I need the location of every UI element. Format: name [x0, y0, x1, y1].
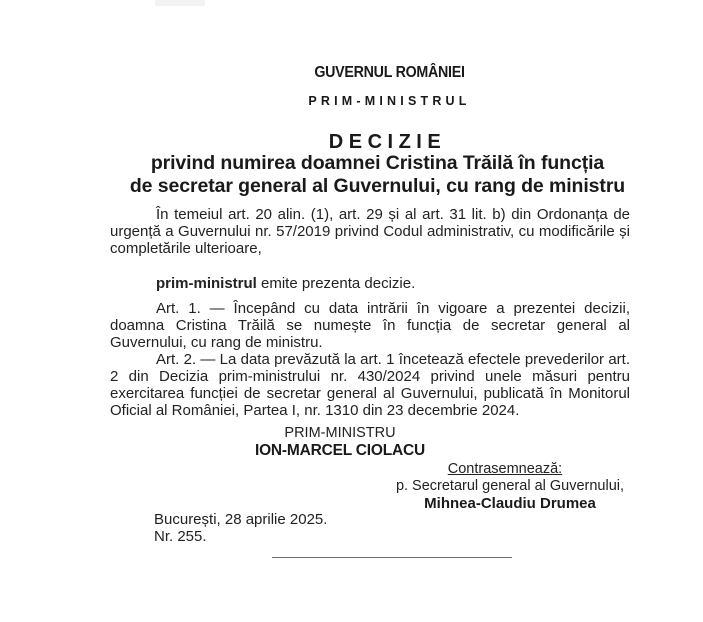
document-number: Nr. 255.: [154, 528, 207, 545]
legal-basis-text: În temeiul art. 20 alin. (1), art. 29 și al art. 31 lit. b) din Ordonanța de urgență a Guvernului nr. 57/2019 privind Codul administrativ, cu modificările și completările ulterioare,: [110, 206, 630, 257]
countersign-label: Contrasemnează:: [447, 461, 563, 477]
scan-artifact: [155, 0, 205, 6]
article-2-text: Art. 2. — La data prevăzută la art. 1 încetează efectele prevederilor art. 2 din Decizia prim-ministrului nr. 430/2024 privind unele măsuri pentru exercitarea funcției de secretar general al Guvernului, publicată în Monitorul Oficial al României, Partea I, nr. 1310 din 23 decembrie 2024.: [110, 351, 630, 419]
document-type-title: DECIZIE: [328, 131, 447, 153]
place-and-date: București, 28 aprilie 2025.: [154, 511, 328, 528]
end-divider: [272, 557, 512, 558]
issuance-paragraph: [110, 275, 630, 292]
issuer-bold-text: prim-ministrul: [156, 275, 257, 292]
legal-basis-paragraph: [110, 206, 630, 257]
government-header: GUVERNUL ROMÂNIEI: [314, 64, 465, 81]
article-2: [110, 351, 630, 419]
prime-minister-name: ION-MARCEL CIOLACU: [254, 442, 426, 459]
issuer-header: PRIM-MINISTRUL: [308, 94, 471, 108]
article-1: [110, 300, 630, 351]
countersign-role: p. Secretarul general al Guvernului,: [395, 478, 625, 494]
article-1-text: Art. 1. — Începând cu data intrării în vigoare a prezentei decizii, doamna Cristina Trăilă se numește în funcția de secretar general al Guvernului, cu rang de ministru.: [110, 300, 630, 351]
document-subtitle-line-2: de secretar general al Guvernului, cu rang de ministru: [129, 175, 626, 197]
countersign-name: Mihnea-Claudiu Drumea: [424, 495, 596, 512]
document-subtitle-line-1: privind numirea doamnei Cristina Trăilă în funcția: [150, 152, 605, 174]
issuance-text: emite prezenta decizie.: [256, 275, 416, 292]
prime-minister-label: PRIM-MINISTRU: [284, 425, 396, 441]
